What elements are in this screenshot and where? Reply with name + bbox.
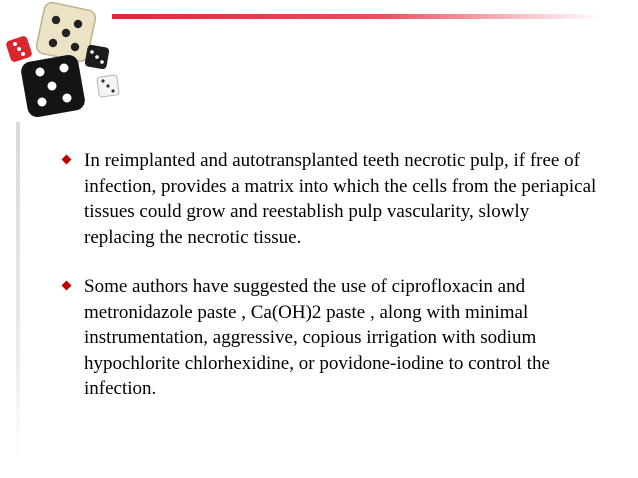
bullet-text: In reimplanted and autotransplanted teeth necrotic pulp, if free of infection, provides a matrix into which the cells from the periapical tissues could grow and reestablish pulp vascularity, slowly replacing the necrotic tissue. [84, 150, 597, 248]
bullet-item [58, 148, 598, 250]
dice-cluster-image [0, 0, 130, 120]
diamond-bullet-icon [62, 281, 72, 291]
bullet-item [58, 274, 598, 402]
small-white-die-icon [97, 75, 120, 98]
top-accent-bar [112, 14, 602, 19]
black-die-icon [20, 53, 87, 118]
left-accent-bar [16, 122, 20, 460]
small-black-die-icon [84, 44, 109, 69]
bullet-text: Some authors have suggested the use of ciprofloxacin and metronidazole paste , Ca(OH)2 paste , along with minimal instrumentation, aggressive, copious irrigation with sodium hypochlorite chlorhexidine, or povidone-iodine to control the infection. [84, 276, 550, 399]
diamond-bullet-icon [62, 155, 72, 165]
slide-content [58, 148, 598, 402]
red-die-icon [5, 35, 33, 63]
